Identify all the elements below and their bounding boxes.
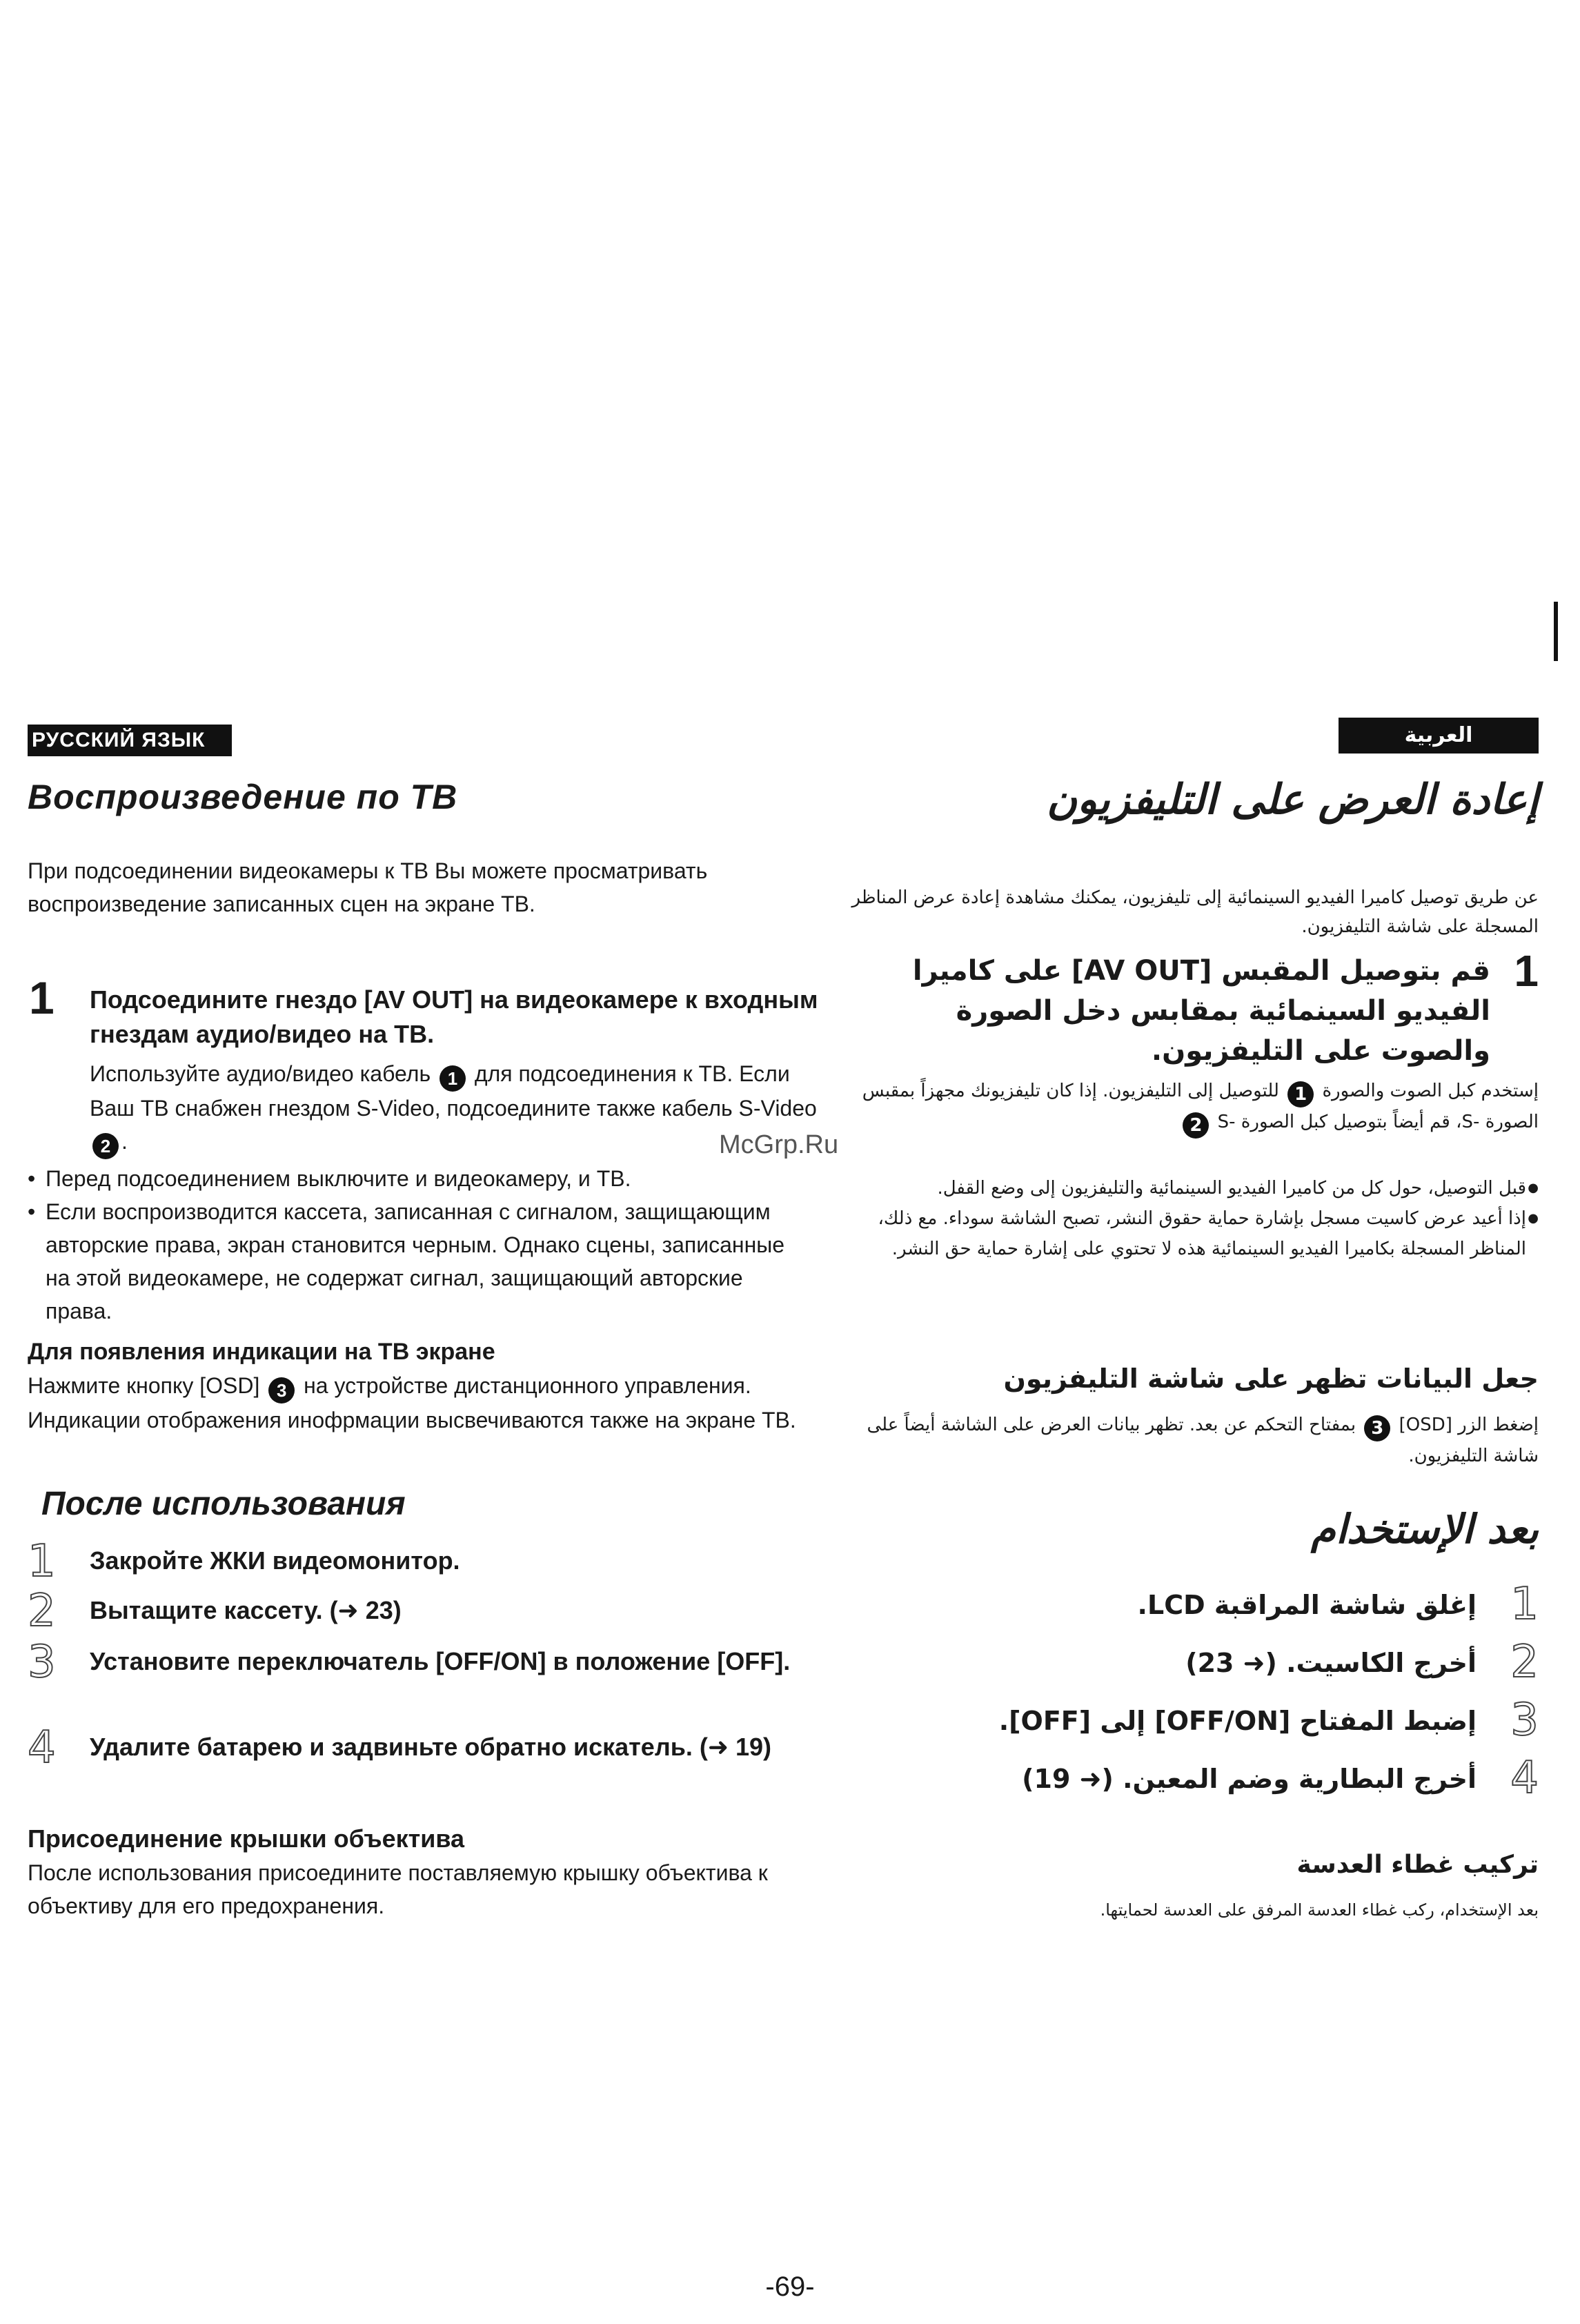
notes-list [842, 1173, 1539, 1264]
callout-marker-3: 3 [1364, 1415, 1390, 1441]
step-number: 4 [28, 1722, 56, 1773]
step-number: 1 [1510, 1579, 1539, 1630]
callout-marker-3: 3 [268, 1377, 295, 1404]
subheading-osd: جعل البيانات تظهر على شاشة التليفزيون [1003, 1363, 1539, 1394]
subheading-lens-cap: تركيب غطاء العدسة [1296, 1851, 1539, 1879]
language-banner-russian: РУССКИЙ ЯЗЫК [28, 725, 232, 756]
step-text: Удалите батарею и задвиньте обратно искатель. (➜ 19) [90, 1733, 772, 1761]
callout-marker-1: 1 [440, 1065, 466, 1092]
osd-text: إضغط الزر [OSD] [1399, 1415, 1539, 1435]
step-text: إغلق شاشة المراقبة LCD. [1137, 1590, 1477, 1620]
page-number: -69- [765, 2272, 815, 2302]
section-title: Воспроизведение по ТВ [28, 778, 458, 816]
subheading-osd: Для появления индикации на ТВ экране [28, 1339, 495, 1365]
step-number: 3 [1510, 1695, 1539, 1746]
step-number: 2 [28, 1586, 56, 1637]
after-use-title: بعد الإستخدام [1311, 1506, 1539, 1553]
osd-text: Нажмите кнопку [OSD] [28, 1373, 260, 1398]
lens-cap-paragraph: بعد الإستخدام، ركب غطاء العدسة المرفق على العدسة لحمايتها. [1100, 1900, 1539, 1920]
step-text: Вытащите кассету. (➜ 23) [90, 1596, 402, 1624]
step-number: 3 [28, 1637, 56, 1688]
step-text: إضبط المفتاح [OFF/ON] إلى [OFF]. [998, 1706, 1477, 1736]
step-number: 1 [1514, 946, 1539, 996]
step-text: Закройте ЖКИ видеомонитор. [90, 1546, 460, 1575]
after-use-title: После использования [41, 1486, 406, 1522]
osd-paragraph [28, 1369, 814, 1437]
intro-paragraph: При подсоединении видеокамеры к ТВ Вы можете просматривать воспроизведение записанных сцен на экране ТВ. [28, 858, 708, 916]
step-body-text: для подсоединения к ТВ. Если Ваш ТВ снабжен гнездом S-Video, подсоедините также кабель S-Video [90, 1061, 817, 1121]
step-body-text: Используйте аудио/видео кабель [90, 1061, 431, 1086]
callout-marker-1: 1 [1287, 1081, 1314, 1107]
subheading-lens-cap: Присоединение крышки объектива [28, 1824, 465, 1853]
step-body [842, 1076, 1539, 1139]
callout-marker-2: 2 [92, 1133, 119, 1159]
step-text: أخرج البطارية وضم المعين. (➜ 19) [1022, 1764, 1477, 1794]
intro-paragraph: عن طريق توصيل كاميرا الفيديو السينمائية إلى تليفزيون، يمكنك مشاهدة إعادة عرض المناظر المسجلة على شاشة التليفزيون. [851, 887, 1539, 937]
margin-mark [1554, 602, 1558, 661]
section-title: إعادة العرض على التليفزيون [1046, 776, 1539, 824]
step-text: أخرج الكاسيت. (➜ 23) [1185, 1648, 1477, 1678]
step-number: 1 [28, 1536, 56, 1587]
language-banner-arabic: العربية [1339, 718, 1539, 754]
osd-text: на устройстве дистанционного управления. Индикации отображения инофрмации высвечиваются также на экране ТВ. [28, 1373, 796, 1432]
step-body-text: . [121, 1129, 128, 1154]
osd-text: بمفتاح التحكم عن بعد. تظهر بيانات العرض على الشاشة أيضاً على شاشة التليفزيون. [867, 1415, 1539, 1466]
notes-list [28, 1162, 814, 1328]
watermark-text: McGrp.Ru [719, 1130, 839, 1159]
osd-paragraph [842, 1410, 1539, 1470]
step-number: 1 [29, 972, 55, 1023]
step-text: Установите переключатель [OFF/ON] в положение [OFF]. [90, 1647, 791, 1675]
note-item: • Если воспроизводится кассета, записанная с сигналом, защищающим авторские права, экран становится черным. Однако сцены, записанные на этой видеокамере, не содержат сигнал, защищающий авторские права. [28, 1195, 814, 1328]
step-heading: قم بتوصيل المقبس [AV OUT] على كاميرا الفيديو السينمائية بمقابس دخل الصورة والصوت على التليفزيون. [912, 955, 1490, 1067]
step-body-text: للتوصيل إلى التليفزيون. إذا كان تليفزيونك مجهزاً بمقبس الصورة -S، قم أيضاً بتوصيل كبل الصورة -S [862, 1081, 1539, 1132]
note-item: ● قبل التوصيل، حول كل من كاميرا الفيديو السينمائية والتليفزيون إلى وضع القفل. [842, 1173, 1539, 1203]
callout-marker-2: 2 [1183, 1112, 1209, 1139]
step-heading: Подсоедините гнездо [AV OUT] на видеокамере к входным гнездам аудио/видео на ТВ. [90, 985, 818, 1048]
step-number: 2 [1510, 1637, 1539, 1688]
step-number: 4 [1510, 1753, 1539, 1804]
step-body-text: إستخدم كبل الصوت والصورة [1322, 1081, 1539, 1101]
note-item: • Перед подсоединением выключите и видеокамеру, и ТВ. [28, 1162, 814, 1195]
lens-cap-paragraph: После использования присоедините поставляемую крышку объектива к объективу для его предохранения. [28, 1860, 768, 1918]
note-item: ● إذا أعيد عرض كاسيت مسجل بإشارة حماية حقوق النشر، تصبح الشاشة سوداء. مع ذلك، المناظر المسجلة بكاميرا الفيديو السينمائية هذه لا تحتوي على إشارة حماية حق النشر. [842, 1203, 1539, 1264]
